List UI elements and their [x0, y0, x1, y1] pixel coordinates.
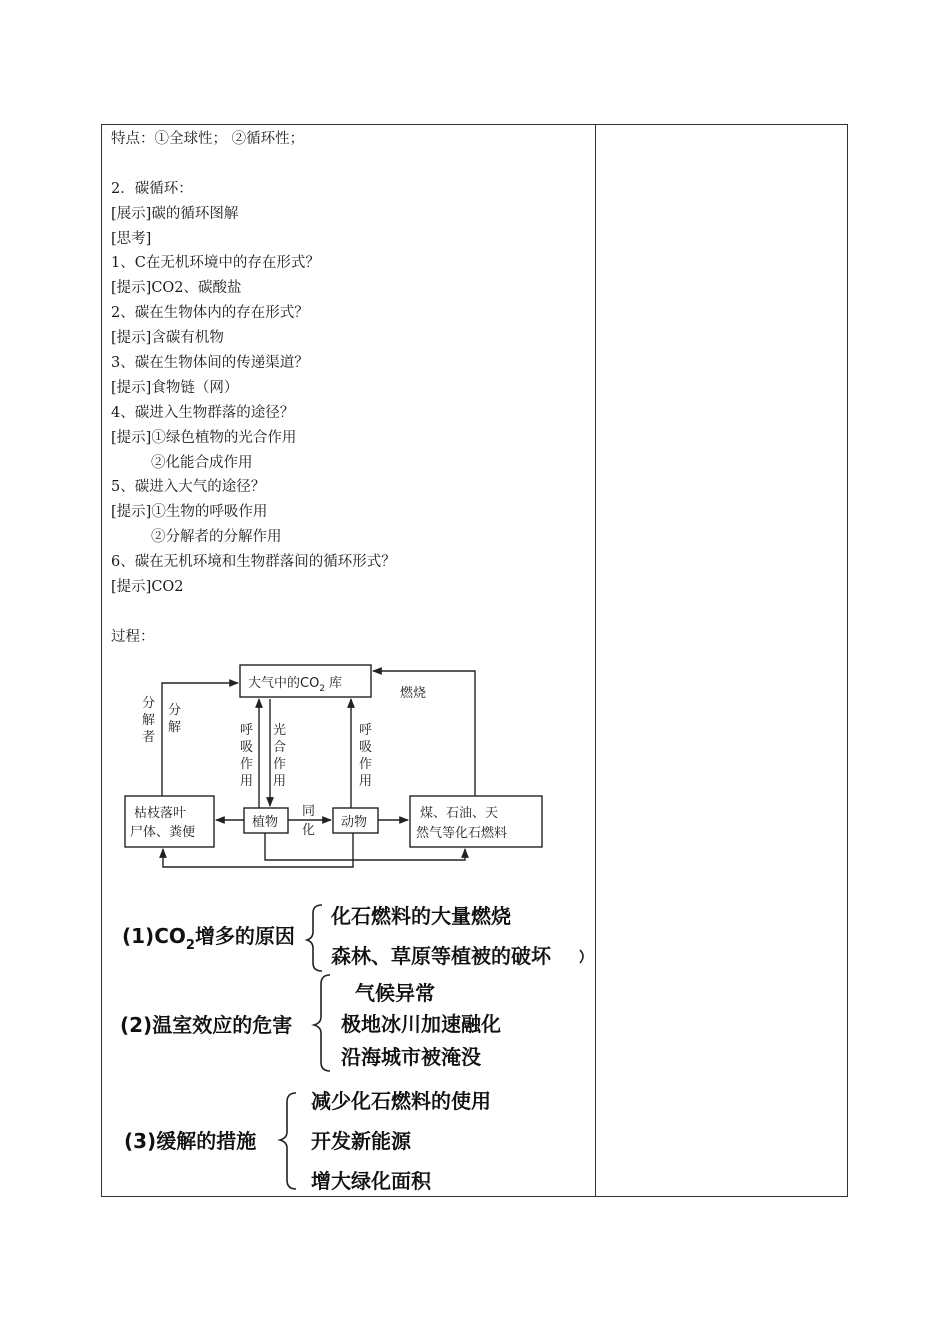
text-line: [提示]含碳有机物: [111, 330, 224, 347]
text-line: 6、碳在无机环境和生物群落间的循环形式？: [111, 554, 396, 571]
text-line: ②化能合成作用: [151, 454, 253, 471]
respiration-char: 吸: [240, 740, 254, 755]
text-line: 5、碳进入大气的途径？: [111, 479, 266, 496]
photosynthesis-char: 合: [273, 740, 287, 755]
text-line: 特点：①全球性； ②循环性；: [111, 131, 305, 147]
photosynthesis-char: 作: [273, 757, 287, 772]
brace: [314, 975, 330, 1071]
atmosphere-label: 大气中的$CO_2$ 库: [248, 676, 343, 694]
respiration-char: 呼: [240, 723, 254, 738]
animals-label: 动物: [341, 815, 368, 830]
item3-point: 开发新能源: [311, 1129, 411, 1153]
decompose-char: 分: [168, 703, 182, 718]
photosynthesis-char: 光: [273, 723, 287, 738]
decomposer-char: 分: [142, 696, 156, 711]
text-line: 过程：: [111, 628, 155, 645]
item1-point: 森林、草原等植被的破坏: [331, 944, 551, 968]
litter-label: 枯枝落叶: [134, 806, 187, 821]
assimilation-char: 化: [302, 823, 316, 838]
brace: [280, 1093, 296, 1189]
assimilation-char: 同: [302, 804, 316, 819]
text-line: [提示]①生物的呼吸作用: [111, 504, 268, 521]
brace: [307, 905, 322, 971]
item3-point: 增大绿化面积: [311, 1169, 431, 1193]
fossil-label: 然气等化石燃料: [416, 826, 508, 841]
decompose-char: 解: [168, 720, 182, 735]
text-line: [提示]CO2: [111, 579, 184, 596]
text-line: [提示]食物链（网）: [111, 379, 239, 396]
respiration-char: 用: [359, 774, 373, 789]
item2-point: 沿海城市被淹没: [341, 1045, 481, 1069]
respiration-char: 作: [359, 757, 373, 772]
text-line: [提示]①绿色植物的光合作用: [111, 429, 297, 446]
plants-label: 植物: [252, 815, 279, 830]
text-line: 2．碳循环：: [111, 180, 193, 197]
photosynthesis-char: 用: [273, 774, 287, 789]
respiration-char: 用: [240, 774, 254, 789]
decomposer-char: 解: [142, 713, 156, 728]
respiration-char: 作: [240, 757, 254, 772]
decomposer-arrow: [162, 683, 238, 796]
text-line: 4、碳进入生物群落的途径？: [111, 404, 295, 421]
brace-fragment: [580, 950, 583, 963]
litter-label: 尸体、粪便: [130, 825, 196, 840]
item3-point: 减少化石燃料的使用: [311, 1089, 491, 1113]
text-line: ②分解者的分解作用: [151, 529, 282, 546]
text-line: [展示]碳的循环图解: [111, 205, 239, 222]
item1-label: $(1)CO_2$增多的原因: [122, 924, 295, 953]
text-line: 3、碳在生物体间的传递渠道？: [111, 355, 309, 372]
respiration-char: 呼: [359, 723, 373, 738]
burning-label: 燃烧: [400, 686, 427, 701]
text-line: 2、碳在生物体内的存在形式？: [111, 305, 309, 322]
fossil-label: 煤、石油、天: [420, 806, 499, 821]
decomposer-char: 者: [142, 730, 156, 745]
text-line: [思考]: [111, 230, 152, 247]
item2-point: 气候异常: [355, 981, 435, 1005]
item2-label: (2)温室效应的危害: [120, 1013, 293, 1037]
item3-label: (3)缓解的措施: [124, 1129, 257, 1153]
item1-point: 化石燃料的大量燃烧: [331, 904, 511, 928]
text-line: 1、C在无机环境中的存在形式？: [111, 255, 320, 272]
respiration-char: 吸: [359, 740, 373, 755]
text-line: [提示]CO2、碳酸盐: [111, 280, 242, 297]
item2-point: 极地冰川加速融化: [341, 1012, 501, 1036]
